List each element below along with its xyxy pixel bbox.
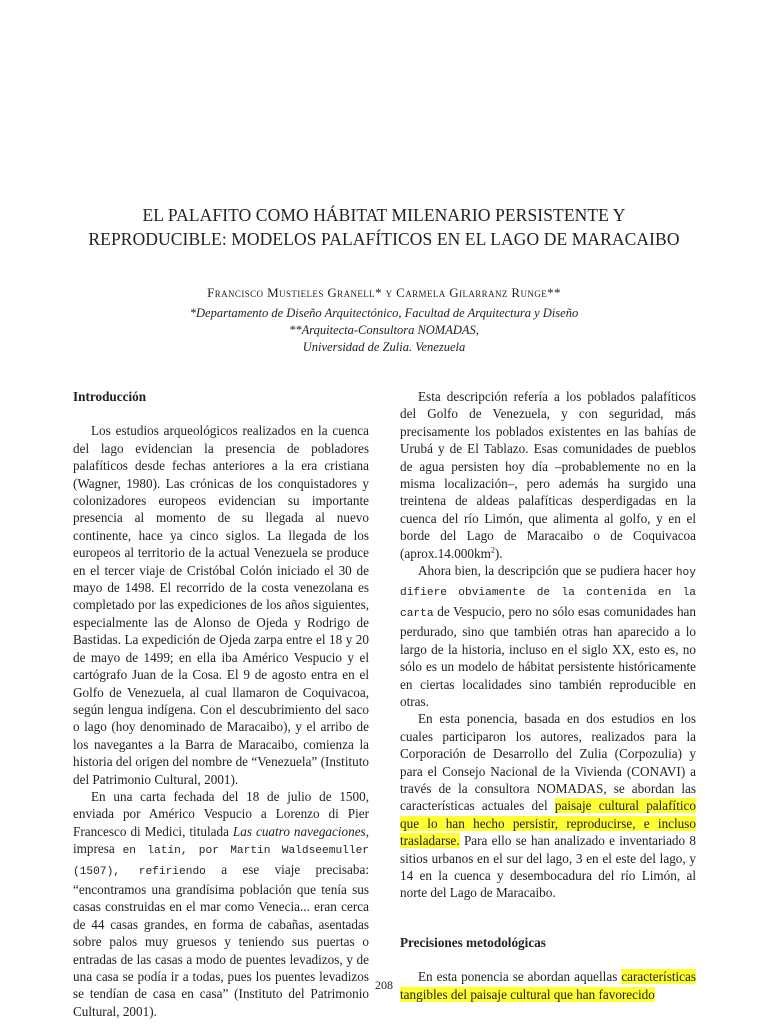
paragraph-text-typewriter: hoy difiere obviamente de la contenida en la carta <box>400 567 696 620</box>
paragraph <box>400 562 696 710</box>
superscript: 2 <box>490 545 495 555</box>
paragraph-text: Los estudios arqueológicos realizados en la cuenca del lago evidencian la presencia de pobladores palafíticos desde fechas anteriores a la era cristiana (Wagner, 1980). Las crónicas de los conquistadores y colonizadores europeos evidencian su importante presencia al momento de su llegada al nuevo continente, hace ya cinco siglos. La llegada de los europeos al territorio de la actual Venezuela se produce en el tercer viaje de Cristóbal Colón iniciado el 30 de mayo de 1498. El recorrido de la costa venezolana es completado por las expediciones de los años siguientes, especialmente las de Alonso de Ojeda y Rodrigo de Bastidas. La expedición de Ojeda zarpa entre el 18 y 20 de mayo de 1499; en ella iba Américo Vespucio y el cartógrafo Juan de la Cosa. El 9 de agosto entra en el Golfo de Venezuela, al cual llamaron de Coquivacoa, según lengua indígena. Con el descubrimiento del saco o lago (hoy denominado de Maracaibo), y el arribo de los navegantes a la Barra de Maracaibo, comienza la historia del origen del nombre de “Venezuela” (Instituto del Patrimonio Cultural, 2001). <box>73 423 369 787</box>
paragraph-text: de Vespucio, pero no sólo esas comunidades han perdurado, sino que también otras han aparecido a lo largo de la historia, incluso en el siglo XX, esto es, no sólo es un modelo de hábitat persistente históricamente en ciertas localidades sino también reproducible en otras. <box>400 603 696 709</box>
paragraph-text: Ahora bien, la descripción que se pudiera hacer <box>418 563 676 579</box>
page-number: 208 <box>375 978 393 992</box>
right-column <box>400 388 696 1003</box>
paragraph <box>400 710 696 901</box>
title-line-1: EL PALAFITO COMO HÁBITAT MILENARIO PERSISTENTE Y <box>142 205 626 225</box>
paragraph-text: , impresa <box>73 823 369 857</box>
book-title: Las cuatro navegaciones <box>232 823 366 839</box>
paragraph-text-typewriter: en latín, por Martin Waldseemuller (1507), refiriendo <box>73 845 370 878</box>
paragraph <box>400 388 696 562</box>
paragraph-text: a ese viaje precisaba: “encontramos una grandísima población que tenía sus casas construidas en el mar como Venecia... eran cerca de 44 casas grandes, en forma de cabañas, asentadas sobre palos muy gruesos y teniendo sus puertas o entradas de las casas a modo de puentes levadizos, y de una casa se podía ir a todas, pues los puentes levadizos se tendían de casa en casa” (Instituto del Patrimonio Cultural, 2001). <box>73 861 369 1019</box>
authors: Francisco Mustieles Granell* y Carmela Gilarranz Runge** <box>207 285 561 300</box>
title-line-2: REPRODUCIBLE: MODELOS PALAFÍTICOS EN EL LAGO DE MARACAIBO <box>88 229 680 249</box>
highlighted-text: paisaje cultural palafítico que lo han hecho persistir, reproducirse, e incluso trasladarse. <box>400 798 696 849</box>
paragraph-text: Para ello se han analizado e inventariado 8 sitios urbanos en el sur del lago, 3 en el este del lago, y 14 en la cuenca y desembocadura del río Limón, al norte del Lago de Maracaibo. <box>400 833 696 901</box>
paragraph-text: En una carta fechada del 18 de julio de 1500, enviada por Américo Vespucio a Lorenzo di Pier Francesco di Medici, titulada <box>73 788 369 839</box>
paragraph-text: Esta descripción refería a los poblados palafíticos del Golfo de Venezuela, y con seguridad, más precisamente los poblados existentes en las bahías de Urubá y de El Tablazo. Esas comunidades de pueblos de agua persisten hoy día –probablemente no en la misma localización–, pero además ha surgido una treintena de aldeas palafíticas desperdigadas en la cuenca del río Limón, que alimenta al golfo, y en el borde del Lago de Maracaibo o de Coquivacoa (aprox.14.000km <box>400 389 696 561</box>
section-heading-introduccion: Introducción <box>73 389 147 404</box>
section-heading-precisiones: Precisiones metodológicas <box>400 934 546 950</box>
affiliation-3: Universidad de Zulia. Venezuela <box>302 340 466 354</box>
paper-title <box>40 203 728 251</box>
affiliation-1: *Departamento de Diseño Arquitectónico, Facultad de Arquitectura y Diseño <box>189 306 579 320</box>
paragraph <box>73 422 369 788</box>
affiliation-2: **Arquitecta-Consultora NOMADAS, <box>289 323 479 337</box>
paragraph-text: En esta ponencia se abordan aquellas <box>418 969 622 985</box>
paragraph-text: En esta ponencia, basada en dos estudios en los cuales participaron los autores, realizados para la Corporación de Desarrollo del Zulia (Corpozulia) y para el Consejo Nacional de la Vivienda (CONAVI) a través de la consultora NOMADAS, se abordan las características actuales del <box>400 711 696 814</box>
paragraph-text: ). <box>494 545 503 561</box>
left-column <box>73 388 369 1020</box>
highlighted-text: características tangibles del paisaje cultural que han favorecido <box>400 969 696 1002</box>
